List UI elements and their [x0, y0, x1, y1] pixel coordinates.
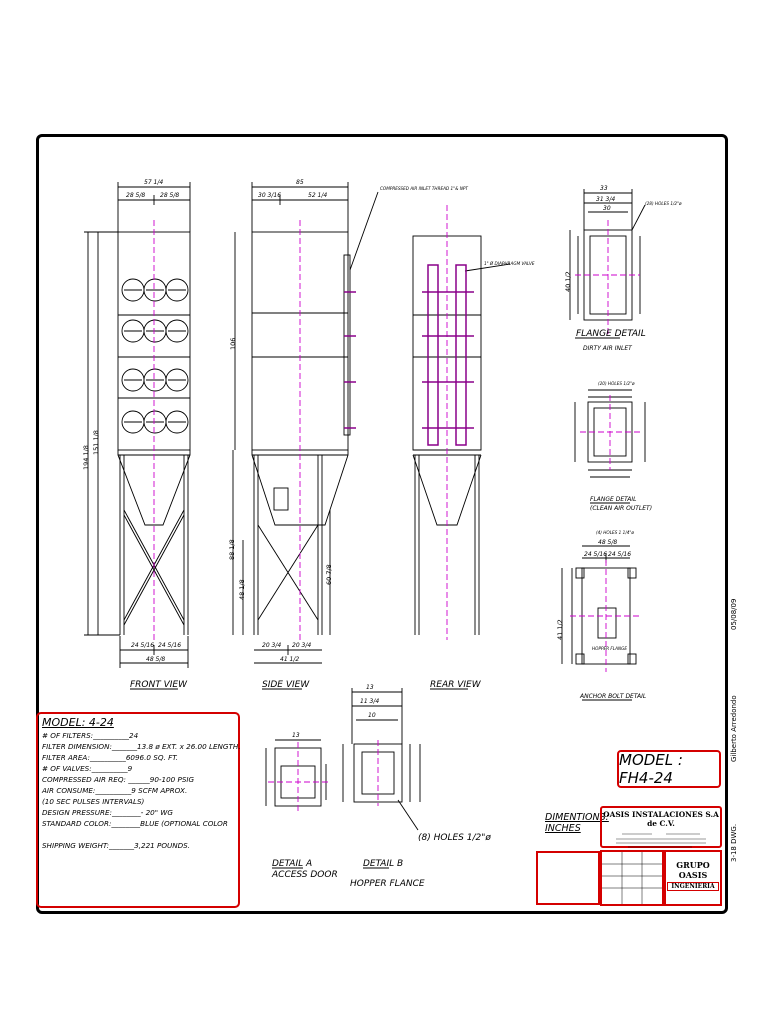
- dim-anchor-1: 24 5/16: [584, 551, 608, 558]
- label-flange-detail-1: FLANGE DETAIL: [576, 329, 646, 339]
- dim-anchor-total: 48 5/8: [598, 539, 618, 546]
- note-compressed-air: COMPRESSED AIR INLET THREAD 1"& NPT: [380, 186, 468, 191]
- dim-side-top-left: 30 3/16: [258, 192, 282, 199]
- dim-front-height: 194 1/8: [82, 445, 90, 470]
- label-flange-detail-2: FLANGE DETAIL: [590, 496, 637, 503]
- drawing-date: 05/08/09: [730, 598, 738, 630]
- dim-front-bottom1: 24 5/16: [131, 642, 155, 649]
- filter-grid: [122, 279, 188, 433]
- spec-box: [36, 712, 240, 908]
- signature-box: [600, 850, 664, 906]
- dim-front-bottom2: 24 5/16: [158, 642, 182, 649]
- spec-line: FILTER AREA:__________6096.0 SQ. FT.: [42, 753, 179, 762]
- label-hopper-flance: HOPPER FLANCE: [350, 879, 425, 889]
- dim-side-leg3: 60 7/8: [325, 564, 333, 585]
- label-rear-view: REAR VIEW: [430, 680, 481, 690]
- spec-line: FILTER DIMENSION:_______13.8 ø EXT. x 26.00 LENGTH.: [42, 742, 241, 751]
- spec-line: # OF VALVES:__________9: [42, 764, 133, 773]
- dim-side-body: 106: [229, 337, 237, 350]
- dim-detail-a-13: 13: [292, 732, 300, 739]
- dim-side-bottom-total: 41 1/2: [280, 656, 300, 663]
- revision-box: [536, 851, 600, 905]
- dim-flange1-h: 40 1/2: [564, 271, 572, 292]
- label-front-view: FRONT VIEW: [130, 680, 188, 690]
- dim-flange1-30: 30: [603, 205, 611, 212]
- dim-anchor-2: 24 5/16: [608, 551, 632, 558]
- dim-front-height2: 151 1/8: [92, 430, 100, 455]
- spec-line: STANDARD COLOR:________BLUE (OPTIONAL COLOR: [42, 819, 228, 828]
- label-access-door: ACCESS DOOR: [272, 870, 338, 880]
- label-side-view: SIDE VIEW: [262, 680, 310, 690]
- model-title: MODEL : FH4-24: [619, 751, 683, 787]
- dim-side-leg: 88 1/8: [228, 539, 236, 560]
- ingenieria-badge: INGENIERIA: [667, 882, 718, 891]
- author-name: Gilberto Arredondo: [730, 695, 738, 762]
- company-box: [600, 806, 722, 848]
- model-title-box: [617, 750, 721, 788]
- spec-line: (10 SEC PULSES INTERVALS): [42, 797, 145, 806]
- signature-grid: [602, 852, 662, 904]
- anchor-bolt-detail: [562, 546, 636, 700]
- dim-flange1-33: 33: [600, 185, 608, 192]
- spec-line: COMPRESSED AIR REQ: ______90-100 PSIG: [42, 775, 195, 784]
- note-diaphragm: 1" Ø DIAPHRAGM VALVE: [484, 261, 535, 266]
- detail-b: [343, 688, 420, 868]
- spec-line: SHIPPING WEIGHT:_______3,221 POUNDS.: [42, 841, 191, 850]
- dimentions-label: DIMENTIONS:: [545, 812, 609, 823]
- spec-title: MODEL: 4-24: [42, 716, 114, 729]
- label-clean-air-outlet: (CLEAN AIR OUTLET): [590, 505, 653, 512]
- note-hopper-flange: HOPPER FLANGE: [592, 646, 628, 651]
- dim-detail-b-11: 11 3/4: [360, 698, 380, 705]
- side-view: [233, 182, 378, 689]
- dim-side-top-right: 52 1/4: [308, 192, 328, 199]
- detail-a: [266, 740, 326, 868]
- drawing-number: 3-18 DWG.: [730, 823, 738, 862]
- label-anchor-bolt: ANCHOR BOLT DETAIL: [580, 693, 647, 700]
- group-name: GRUPO OASIS: [676, 860, 710, 880]
- note-flange1-holes: (28) HOLES 1/2"ø: [645, 201, 682, 206]
- dim-detail-b-10: 10: [368, 712, 376, 719]
- dim-side-bottom1: 20 3/4: [262, 642, 282, 649]
- dim-flange1-31: 31 3/4: [596, 196, 616, 203]
- dim-front-right: 28 5/8: [160, 192, 180, 199]
- note-anchor-holes: (4) HOLES 1 1/4"ø: [596, 530, 634, 535]
- dim-side-top: 85: [296, 179, 304, 186]
- inches-label: INCHES: [545, 823, 581, 834]
- label-detail-a: DETAIL A: [272, 859, 313, 869]
- label-detail-b: DETAIL B: [363, 859, 404, 869]
- dim-front-top: 57 1/4: [144, 179, 164, 186]
- dim-side-leg2: 48 1/8: [238, 579, 246, 600]
- spec-line: [42, 829, 234, 840]
- diaphragm-valves: [344, 265, 474, 445]
- spec-line: # OF FILTERS:__________24: [42, 731, 139, 740]
- dim-detail-b-13: 13: [366, 684, 374, 691]
- spec-line: AIR CONSUME:__________9 SCFM APROX.: [42, 786, 188, 795]
- company-name: OASIS INSTALACIONES S.A de C.V.: [603, 810, 719, 828]
- dim-front-bottom-total: 48 5/8: [146, 656, 166, 663]
- dim-side-bottom2: 20 3/4: [292, 642, 312, 649]
- note-detail-b-holes: (8) HOLES 1/2"ø: [418, 833, 491, 843]
- note-flange2-holes: (20) HOLES 1/2"ø: [598, 381, 635, 386]
- label-dirty-air-inlet: DIRTY AIR INLET: [583, 345, 632, 352]
- spec-line: DESIGN PRESSURE:________- 20" WG: [42, 808, 173, 817]
- dim-front-left: 28 5/8: [126, 192, 146, 199]
- dim-anchor-41: 41 1/2: [556, 619, 564, 640]
- logo-box: [664, 850, 722, 906]
